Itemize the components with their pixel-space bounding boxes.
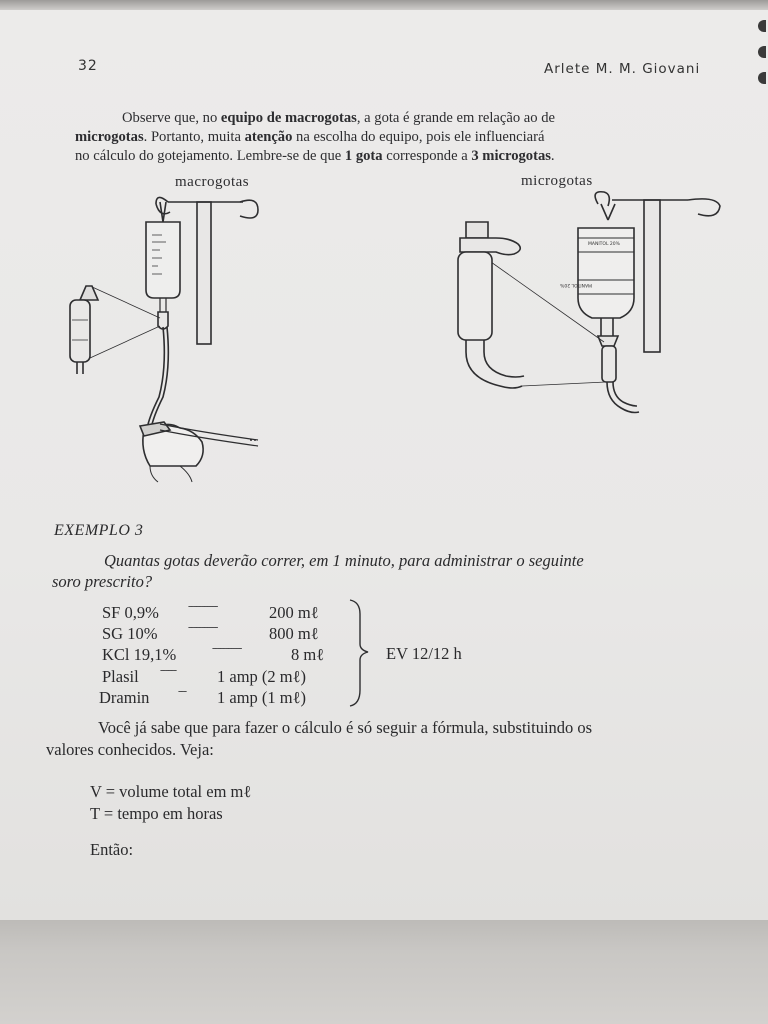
route-frequency: EV 12/12 h xyxy=(386,644,462,663)
intro-line-3: no cálculo do gotejamento. Lembre-se de que 1 gota corresponde a 3 microgotas. xyxy=(75,148,555,164)
question-line-2: soro prescrito? xyxy=(52,572,153,591)
example-title: EXEMPLO 3 xyxy=(54,522,144,539)
rx-name: Plasil xyxy=(102,667,139,686)
rx-dashes: ----------- xyxy=(188,621,218,633)
prescription-brace xyxy=(346,598,376,708)
rx-dashes: --- xyxy=(178,685,186,697)
rx-name: Dramin xyxy=(99,688,150,707)
intro-line-1: Observe que, no equipo de macrogotas, a gota é grande em relação ao de xyxy=(122,110,555,126)
microgotas-label: microgotas xyxy=(521,173,593,189)
macrogotas-label: macrogotas xyxy=(175,174,250,190)
page-number: 32 xyxy=(78,58,98,74)
then-label: Então: xyxy=(90,840,134,859)
rx-name: KCl 19,1% xyxy=(102,645,177,664)
rx-value: 1 amp (1 mℓ) xyxy=(217,688,307,707)
intro-line-2: microgotas. Portanto, muita atenção na escolha do equipo, pois ele influenciará xyxy=(75,129,545,145)
macrogotas-illustration xyxy=(60,190,280,485)
rx-name: SF 0,9% xyxy=(102,603,159,622)
rx-value: 8 mℓ xyxy=(291,645,325,664)
microgotas-illustration xyxy=(438,190,728,420)
rx-dashes: ----------- xyxy=(188,600,218,612)
bottle-label-bottom: MANITOL 20% xyxy=(560,282,592,287)
explanation-line-1: Você já sabe que para fazer o cálculo é só seguir a fórmula, substituindo os xyxy=(98,718,593,737)
rx-name: SG 10% xyxy=(102,624,158,643)
volume-definition: V = volume total em mℓ xyxy=(90,782,252,801)
bottle-label-top: MANITOL 20% xyxy=(588,242,620,247)
rx-value: 200 mℓ xyxy=(269,603,319,622)
author-name: Arlete M. M. Giovani xyxy=(544,61,701,77)
time-definition: T = tempo em horas xyxy=(90,804,223,823)
rx-value: 1 amp (2 mℓ) xyxy=(217,667,307,686)
binding-marks xyxy=(758,20,768,98)
rx-dashes: ------ xyxy=(160,664,176,676)
page-bottom-shadow xyxy=(0,920,768,1024)
question-line-1: Quantas gotas deverão correr, em 1 minuto, para administrar o seguinte xyxy=(104,551,584,570)
explanation-line-2: valores conhecidos. Veja: xyxy=(46,740,214,759)
rx-dashes: ----------- xyxy=(212,642,242,654)
rx-value: 800 mℓ xyxy=(269,624,319,643)
